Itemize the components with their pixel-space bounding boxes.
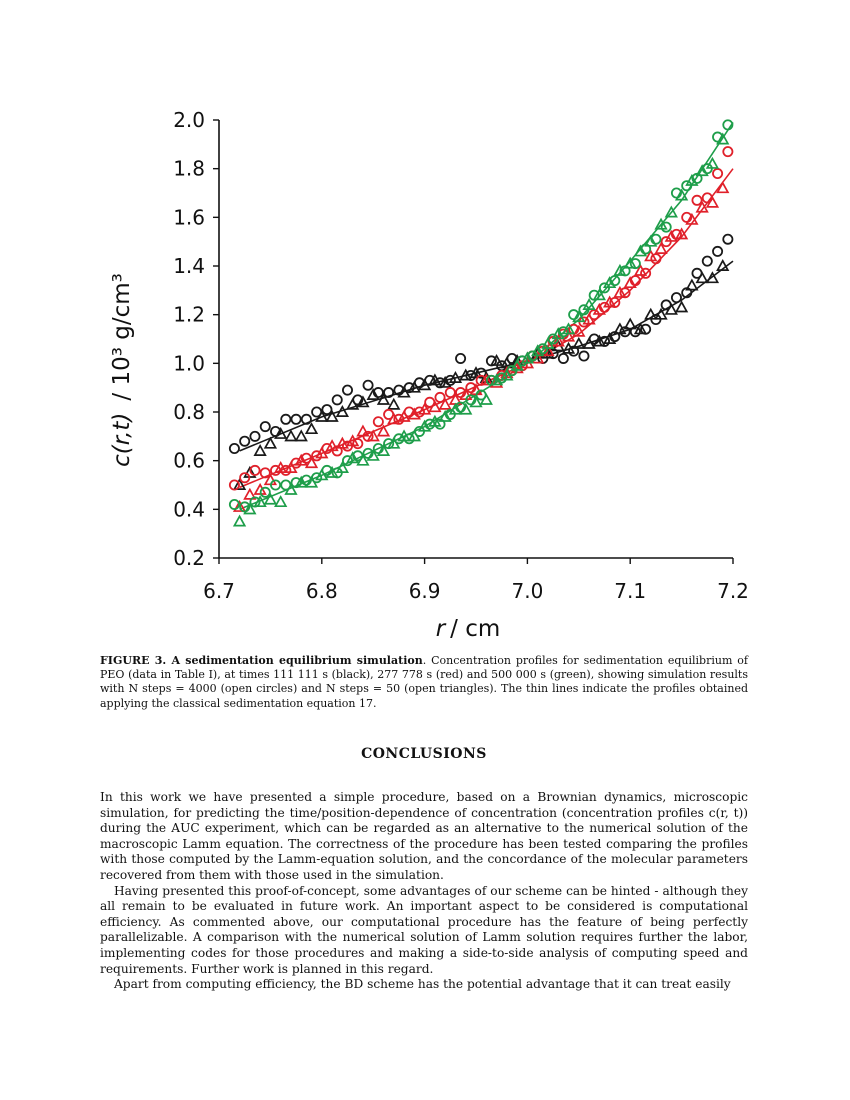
point-black-circle	[281, 415, 290, 424]
caption-label: FIGURE 3. A sedimentation equilibrium simulation	[100, 654, 423, 667]
point-black-circle	[292, 415, 301, 424]
figure-caption	[100, 654, 748, 711]
point-red-circle	[374, 417, 383, 426]
x-axis-title: r / cm	[435, 616, 501, 642]
x-tick-label: 7.2	[717, 579, 749, 603]
tick-labels	[173, 108, 749, 603]
point-red-triangle	[358, 426, 368, 435]
section-heading: CONCLUSIONS	[361, 746, 487, 762]
point-black-triangle	[625, 319, 635, 328]
axes	[213, 120, 733, 564]
point-black-triangle	[286, 431, 296, 440]
point-red-circle	[692, 196, 701, 205]
point-red-triangle	[378, 426, 388, 435]
y-tick-label: 0.4	[173, 497, 205, 522]
x-tick-label: 6.8	[305, 579, 338, 603]
y-tick-label: 2.0	[173, 108, 205, 132]
point-black-triangle	[255, 446, 265, 455]
y-tick-label: 1.2	[173, 302, 205, 327]
x-tick-label: 6.9	[408, 579, 441, 603]
data-points	[230, 120, 733, 525]
paragraph-3: Apart from computing efficiency, the BD scheme has the potential advantage that it can treat easily	[114, 977, 731, 992]
y-tick-label: 0.8	[173, 400, 205, 424]
point-red-circle	[713, 169, 722, 178]
point-black-triangle	[676, 302, 686, 311]
point-black-circle	[261, 422, 270, 431]
point-red-circle	[723, 147, 732, 156]
y-tick-label: 1.0	[173, 351, 205, 376]
point-black-circle	[322, 405, 331, 414]
x-tick-label: 7.1	[614, 579, 647, 603]
point-black-circle	[333, 395, 342, 404]
point-green-triangle	[275, 497, 285, 506]
point-red-circle	[446, 388, 455, 397]
point-black-triangle	[389, 400, 399, 409]
paragraph-1: In this work we have presented a simple procedure, based on a Brownian dynamics, microscopic simulation, for predicting the time/position-dependence of concentration (concentration profiles c(r, t)) during the AUC experiment, which can be regarded as an alternative to the numerical solution of the macroscopic Lamm equation. The correctness of the procedure has been tested comparing the profiles with those computed by the Lamm-equation solution, and the concordance of the molecular parameters recovered from them with those used in the simulation.	[100, 790, 748, 882]
point-black-circle	[363, 381, 372, 390]
point-red-circle	[435, 393, 444, 402]
point-black-circle	[250, 432, 259, 441]
profile-line-red	[240, 169, 733, 488]
point-black-triangle	[687, 280, 697, 289]
body-text	[100, 790, 748, 993]
point-black-triangle	[296, 431, 306, 440]
x-tick-label: 7.0	[511, 579, 544, 603]
x-tick-label: 6.7	[203, 579, 235, 603]
point-black-circle	[456, 354, 465, 363]
profile-line-black	[240, 261, 733, 451]
point-black-circle	[579, 351, 588, 360]
point-black-circle	[723, 235, 732, 244]
y-tick-label: 0.6	[173, 448, 205, 473]
y-axis-title: c(r,t)/ 10³ g/cm³	[109, 273, 135, 467]
y-tick-label: 0.2	[173, 546, 205, 570]
concentration-chart	[95, 100, 765, 645]
paragraph-2: Having presented this proof-of-concept, some advantages of our scheme can be hinted - although they all remain to be evaluated in future work. An important aspect to be considered is computational efficiency. As commented above, our computational procedure has the feature of being perfectly parallelizable. A comparison with the numerical solution of Lamm solution requires further the labor, implementing codes for those procedures and making a side-to-side analysis of computing speed and requirements. Further work is planned in this regard.	[100, 883, 748, 976]
point-green-triangle	[234, 516, 244, 525]
point-black-circle	[703, 257, 712, 266]
point-black-circle	[559, 354, 568, 363]
point-black-circle	[230, 444, 239, 453]
point-black-triangle	[306, 424, 316, 433]
y-tick-label: 1.6	[173, 205, 205, 230]
point-black-circle	[343, 386, 352, 395]
figure-3	[95, 100, 765, 645]
point-black-circle	[240, 437, 249, 446]
caption-text: . Concentration profiles for sedimentation equilibrium of PEO (data in Table I), at times 111 111 s (black), 277 778 s (red) and 500 000 s (green), showing simulation results with N steps = 4000 (open circles) and N steps = 50 (open triangles). The thin lines indicate the profiles obtained applying the classical sedimentation equation 17.	[100, 654, 748, 710]
point-black-circle	[672, 293, 681, 302]
y-tick-label: 1.4	[173, 254, 205, 278]
point-black-circle	[713, 247, 722, 256]
y-tick-label: 1.8	[173, 156, 205, 181]
